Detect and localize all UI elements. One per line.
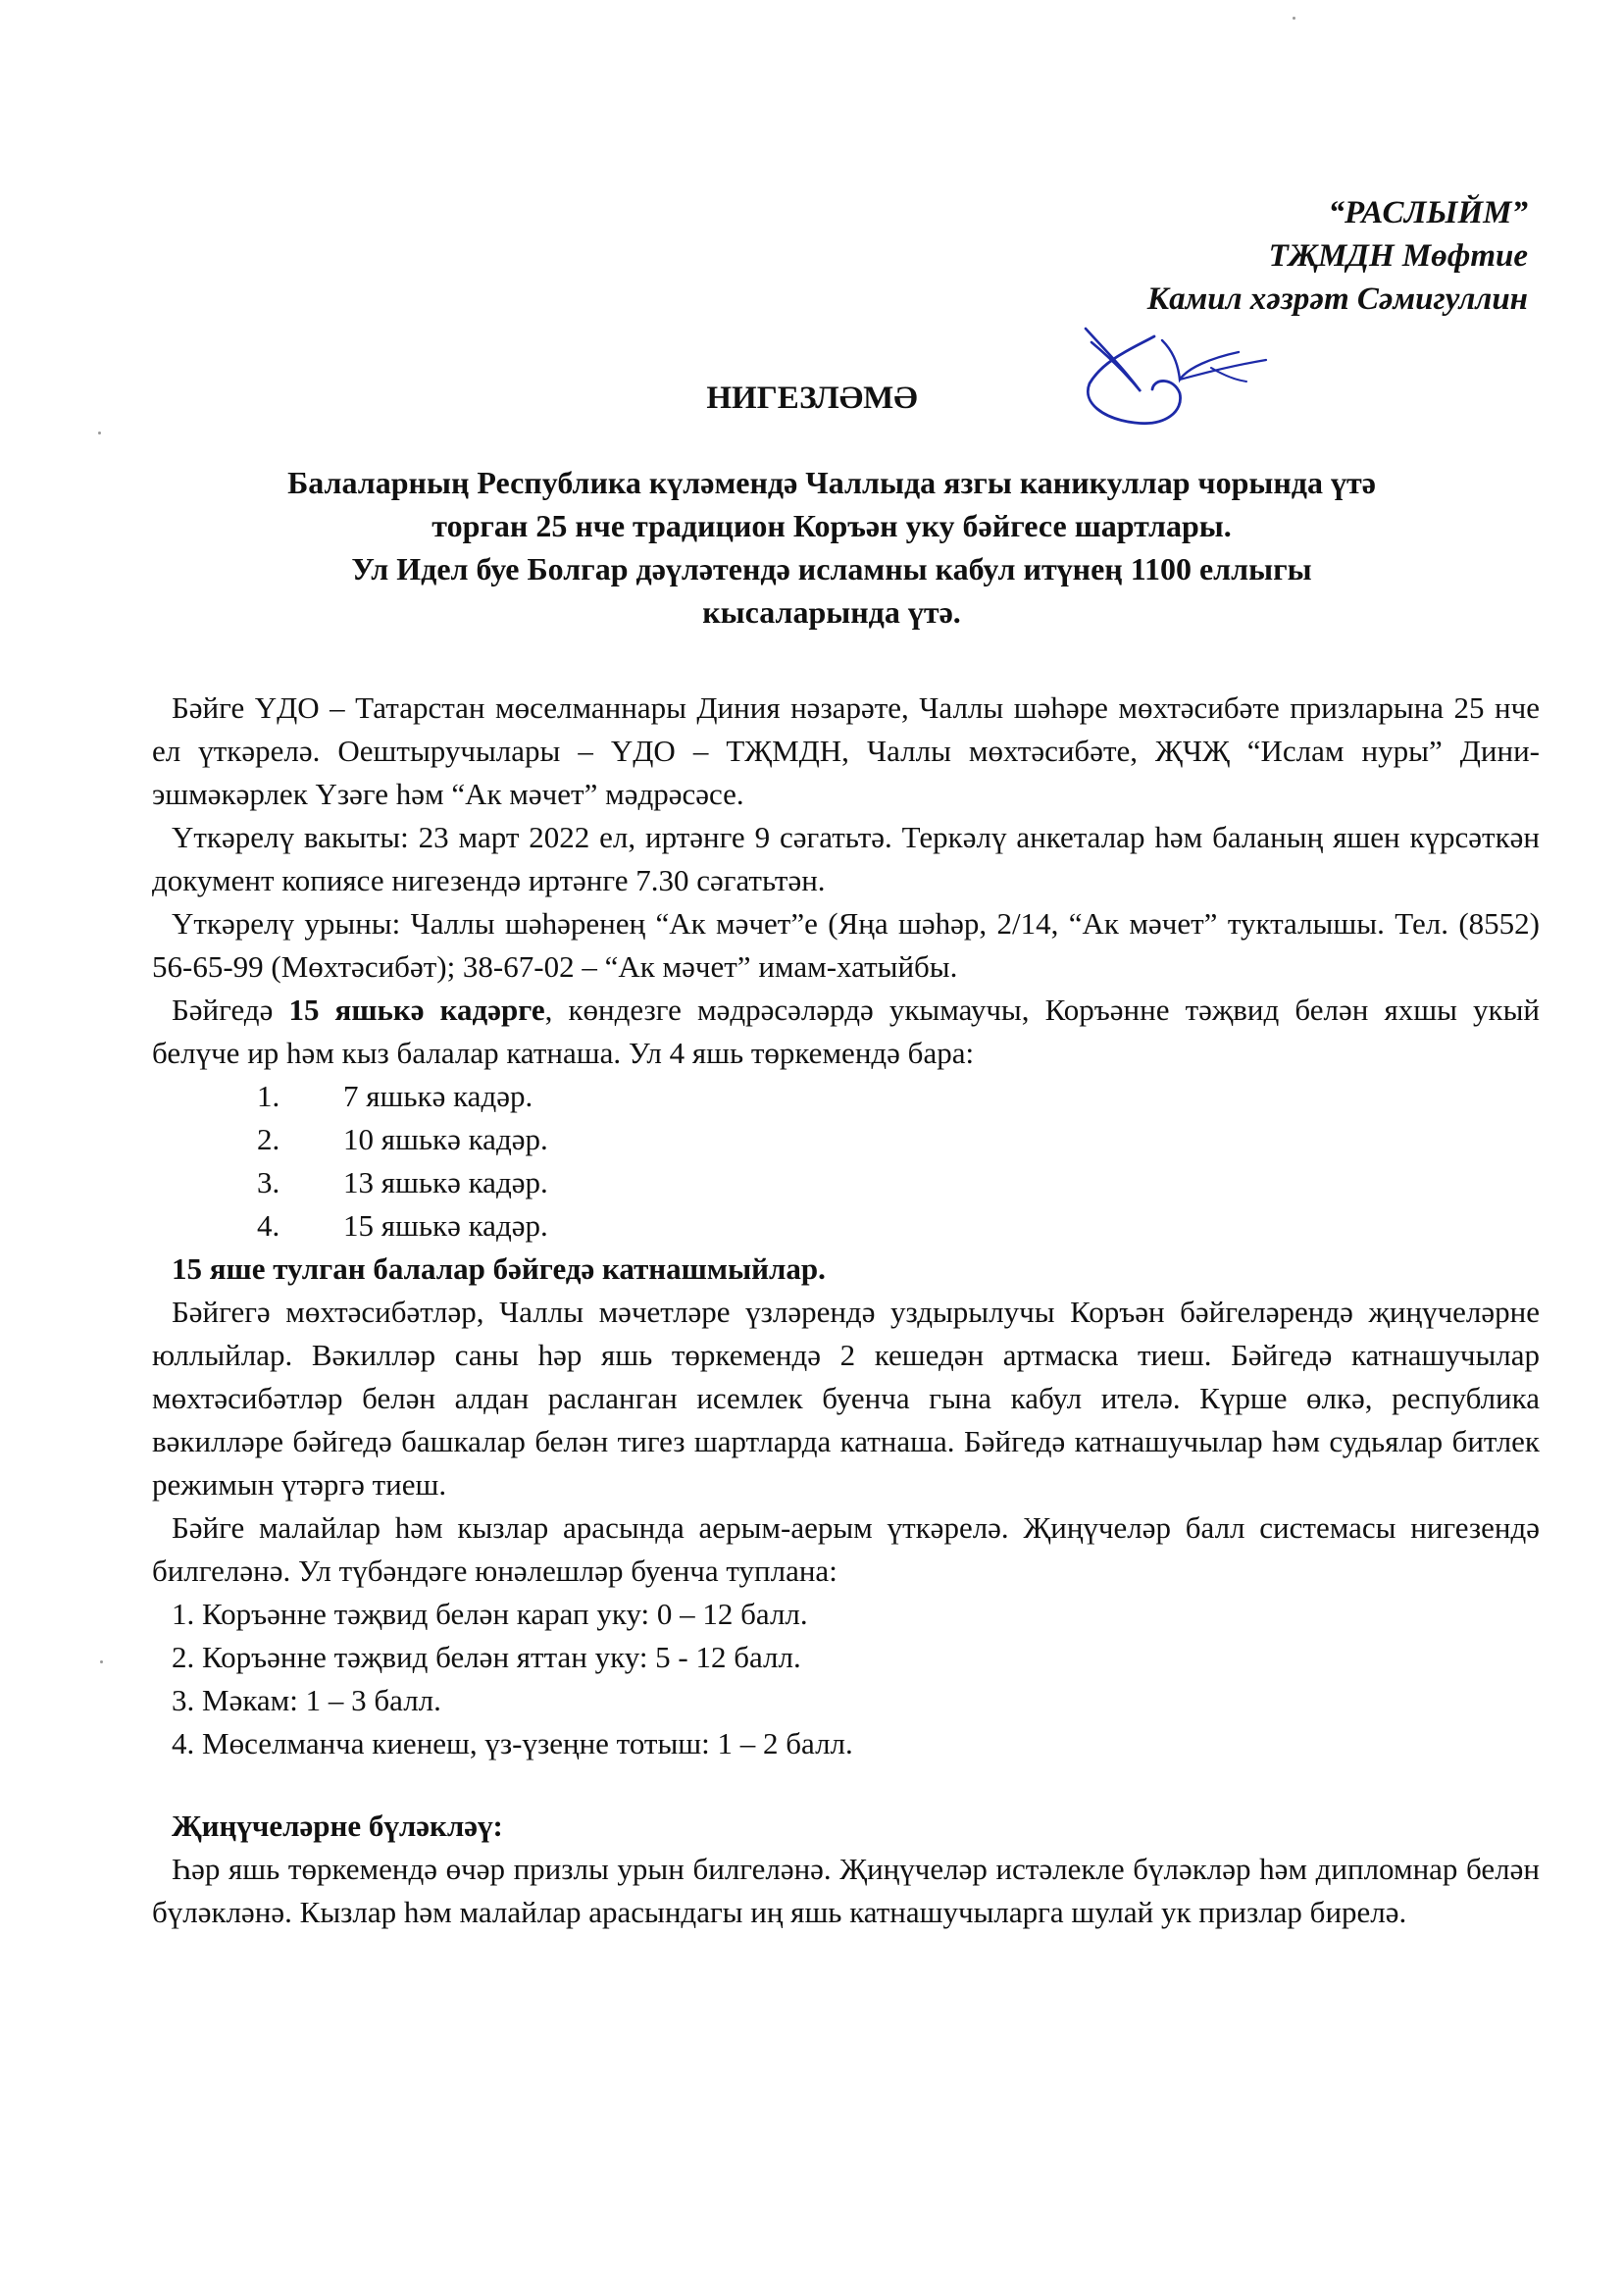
- scan-speck: [98, 432, 101, 434]
- list-item: 1. Коръәнне тәҗвид белән карап уку: 0 – 12 балл.: [172, 1597, 808, 1631]
- list-item: [152, 1118, 1540, 1161]
- age-note: 15 яше тулган балалар бәйгедә катнашмыйлар.: [172, 1251, 826, 1286]
- approval-word: “РАСЛЫЙМ”: [1328, 195, 1528, 230]
- list-item: 2. Коръәнне тәҗвид белән яттан уку: 5 - 12 балл.: [172, 1640, 801, 1674]
- list-number: 3.: [257, 1165, 280, 1199]
- heading-line: Балаларның Республика күләмендә Чаллыда язгы каникуллар чорында үтә: [287, 465, 1376, 500]
- approval-stamp-block: [1147, 191, 1528, 321]
- list-item: [152, 1204, 1540, 1248]
- participants-age-limit: 15 яшькә кадәрге: [288, 993, 545, 1027]
- participants-text-post: , көндезге мәдрәсәләрдә укымаучы, Коръәнне тәҗвид белән яхшы укый белүче ир һәм кыз балалар катнаша. Ул 4 яшь төркемендә бара:: [152, 993, 1540, 1070]
- document-title: НИГЕЗЛӘМӘ: [706, 381, 918, 416]
- approval-position: ТҖМДН Мөфтие: [1268, 238, 1528, 274]
- list-item: [152, 1161, 1540, 1204]
- scan-speck: [100, 1660, 103, 1663]
- list-item: 3. Мәкам: 1 – 3 балл.: [172, 1683, 441, 1717]
- approval-signatory: Камил хәзрәт Сәмигуллин: [1146, 281, 1528, 317]
- heading-line: торган 25 нче традицион Коръән уку бәйгесе шартлары.: [431, 508, 1232, 543]
- list-number: 1.: [257, 1079, 280, 1113]
- organizers-paragraph: Бәйге ҮДО – Татарстан мөселманнары Диния нәзарәте, Чаллы шәһәре мөхтәсибәте призларына 25 нче ел үткәрелә. Оештыручылары – ҮДО – ТҖМДН, Чаллы мөхтәсибәте, ҖЧҖ “Ислам нуры” Дини-эшмәкәрлек Үзәге һәм “Ак мәчет” мәдрәсәсе.: [152, 690, 1540, 811]
- list-number: 2.: [257, 1122, 280, 1156]
- age-group-text: 15 яшькә кадәр.: [343, 1208, 548, 1243]
- participants-text-pre: Бәйгедә: [172, 993, 289, 1027]
- scoring-paragraph: Бәйге малайлар һәм кызлар арасында аерым-аерым үткәрелә. Җиңүчеләр балл системасы нигезендә билгеләнә. Ул түбәндәге юнәлешләр буенча туплана:: [152, 1510, 1540, 1588]
- age-group-text: 10 яшькә кадәр.: [343, 1122, 548, 1156]
- age-group-text: 13 яшькә кадәр.: [343, 1165, 548, 1199]
- scan-speck: [1293, 17, 1295, 20]
- awards-paragraph: Һәр яшь төркемендә өчәр призлы урын билгеләнә. Җиңүчеләр истәлекле бүләкләр һәм дипломнар белән бүләкләнә. Кызлар һәм малайлар арасындагы иң яшь катнашучыларга шулай ук призлар бирелә.: [152, 1852, 1540, 1929]
- delegates-paragraph: Бәйгегә мөхтәсибәтләр, Чаллы мәчетләре үзләрендә уздырылучы Коръән бәйгеләрендә җиңүчеләрне юллыйлар. Вәкилләр саны һәр яшь төркемендә 2 кешедән артмаска тиеш. Бәйгедә катнашучылар мөхтәсибәтләр белән алдан расланган исемлек буенча гына кабул ителә. Күрше өлкә, республика вәкилләре бәйгедә башкалар белән тигез шартларда катнаша. Бәйгедә катнашучылар һәм судьялар битлек режимын үтәргә тиеш.: [152, 1295, 1540, 1502]
- handwritten-signature: [1064, 309, 1280, 441]
- age-group-list: [152, 1075, 1540, 1248]
- list-number: 4.: [257, 1208, 280, 1243]
- document-heading: [147, 461, 1516, 634]
- age-group-text: 7 яшькә кадәр.: [343, 1079, 533, 1113]
- heading-line: Ул Идел буе Болгар дәүләтендә исламны кабул итүнең 1100 еллыгы: [351, 551, 1312, 586]
- heading-line: кысаларында үтә.: [702, 594, 961, 630]
- place-paragraph: Үткәрелү урыны: Чаллы шәһәренең “Ак мәчет”е (Яңа шәһәр, 2/14, “Ак мәчет” тукталышы. Тел. (8552) 56-65-99 (Мөхтәсибәт); 38-67-02 – “Ак мәчет” имам-хатыйбы.: [152, 906, 1540, 984]
- list-item: 4. Мөселманча киенеш, үз-үзеңне тотыш: 1 – 2 балл.: [172, 1726, 853, 1760]
- time-paragraph: Үткәрелү вакыты: 23 март 2022 ел, иртәнге 9 сәгатьтә. Теркәлү анкеталар һәм баланың яшен күрсәткән документ копиясе нигезендә иртәнге 7.30 сәгатьтән.: [152, 820, 1540, 897]
- document-body: [152, 687, 1540, 1934]
- list-item: [152, 1075, 1540, 1118]
- scoring-criteria-list: [152, 1593, 1540, 1765]
- participants-paragraph: [152, 989, 1540, 1075]
- awards-title: Җиңүчеләрне бүләкләү:: [172, 1809, 503, 1843]
